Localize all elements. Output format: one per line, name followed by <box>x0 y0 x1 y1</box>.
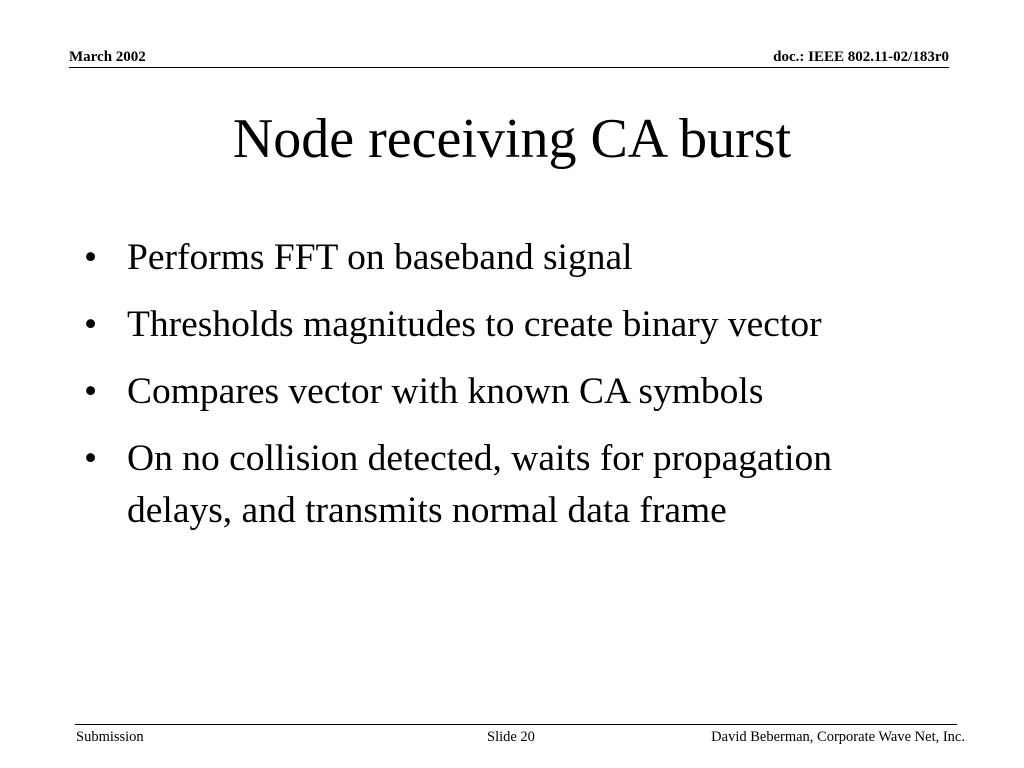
header-divider <box>69 67 949 68</box>
bullet-list <box>84 232 924 552</box>
footer-slide-number: Slide 20 <box>487 729 535 745</box>
bullet-item-4 <box>84 433 924 537</box>
footer-author: David Beberman, Corporate Wave Net, Inc. <box>711 729 965 745</box>
header-date: March 2002 <box>69 49 146 65</box>
slide-title: Node receiving CA burst <box>232 108 792 170</box>
bullet-text: Performs FFT on baseband signal <box>127 237 633 278</box>
bullet-icon: • <box>84 371 98 412</box>
footer-divider <box>75 724 957 725</box>
bullet-icon: • <box>84 237 98 278</box>
bullet-icon: • <box>84 438 98 479</box>
bullet-text: On no collision detected, waits for propagation delays, and transmits normal data frame <box>127 438 833 531</box>
bullet-text: Compares vector with known CA symbols <box>127 371 764 412</box>
bullet-text: Thresholds magnitudes to create binary vector <box>127 304 822 345</box>
bullet-icon: • <box>84 304 98 345</box>
footer-submission: Submission <box>76 729 144 745</box>
bullet-item-1 <box>84 232 924 284</box>
bullet-item-3 <box>84 366 924 418</box>
header-doc-id: doc.: IEEE 802.11-02/183r0 <box>773 49 949 65</box>
bullet-item-2 <box>84 299 924 351</box>
